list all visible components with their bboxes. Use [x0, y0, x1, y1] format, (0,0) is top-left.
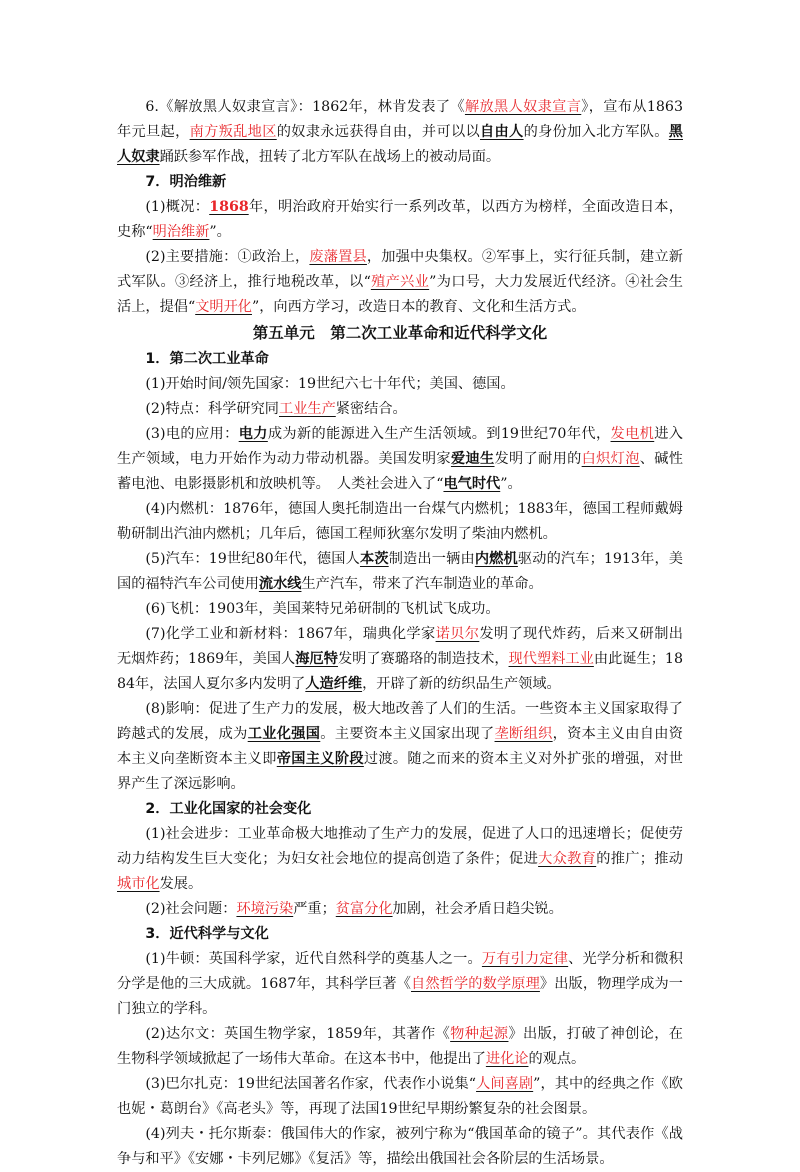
text: 。主要资本主义国家出现了	[320, 726, 495, 742]
keyword: 垄断组织	[494, 726, 553, 742]
keyword: 物种起源	[450, 1026, 509, 1042]
paragraph-meiji-overview	[117, 195, 683, 245]
keyword: 电气时代	[443, 476, 501, 492]
paragraph-start-time: (1)开始时间/领先国家：19世纪六七十年代；美国、德国。	[145, 376, 515, 392]
keyword: 南方叛乱地区	[189, 124, 277, 140]
section-heading-social-changes: 2．工业化国家的社会变化	[145, 801, 312, 817]
text: 严重；	[293, 901, 336, 917]
keyword: 城市化	[117, 876, 160, 892]
text: 的推广；推动	[596, 851, 683, 867]
text: (1)社会进步：工业革命极大地推动了生产力的发展，促进了人口的迅速增长；促使劳动力结构发生巨大变化；为妇女社会地位的提高创造了条件；促进	[117, 826, 683, 867]
keyword: 诺贝尔	[435, 626, 480, 642]
keyword: 本茨	[359, 551, 389, 567]
text: (7)化学工业和新材料：1867年，瑞典化学家	[145, 626, 436, 642]
text: (2)特点：科学研究同	[145, 401, 279, 417]
keyword: 环境污染	[236, 901, 294, 917]
keyword: 海厄特	[295, 651, 338, 667]
text: (5)汽车：19世纪80年代，德国人	[145, 551, 360, 567]
keyword: 文明开化	[195, 299, 252, 315]
keyword: 黑人奴隶	[117, 124, 683, 165]
keyword: 人造纤维	[305, 676, 363, 692]
keyword: 自由人	[480, 124, 524, 140]
unit-title: 第五单元 第二次工业革命和近代科学文化	[252, 324, 548, 342]
keyword: 明治维新	[152, 224, 210, 240]
paragraph-meiji-measures	[117, 245, 683, 320]
paragraph-newton	[117, 947, 683, 1022]
keyword: 1868	[209, 199, 249, 215]
text: 》出版，物理学成为一门独立的学科。	[117, 976, 683, 1017]
keyword: 帝国主义阶段	[276, 751, 364, 767]
keyword: 贫富分化	[335, 901, 393, 917]
keyword: 殖产兴业	[370, 274, 430, 290]
text: (3)巴尔扎克：19世纪法国著名作家，代表作小说集“	[145, 1076, 477, 1092]
text: (1)牛顿：英国科学家，近代自然科学的奠基人之一。	[145, 951, 482, 967]
keyword: 内燃机	[474, 551, 518, 567]
text: 发展。	[159, 876, 203, 892]
section-heading-meiji: 7．明治维新	[145, 174, 227, 190]
text: ”为口号，大力发展近代经济。④社会生活上，提倡“	[117, 274, 683, 315]
text: 发明了赛璐珞的制造技术，	[337, 651, 509, 667]
paragraph-social-problems	[117, 897, 683, 922]
paragraph-social-progress	[117, 822, 683, 897]
text: 的观点。	[528, 1051, 586, 1067]
text: 的奴隶永远获得自由，并可以以	[276, 124, 481, 140]
text: ”。	[209, 224, 231, 240]
keyword: 发电机	[610, 426, 655, 442]
text: 生产汽车，带来了汽车制造业的革命。	[301, 576, 543, 592]
text: 紧密结合。	[335, 401, 407, 417]
paragraph-darwin	[117, 1022, 683, 1072]
keyword: 流水线	[258, 576, 302, 592]
text: 的身份加入北方军队。	[523, 124, 669, 140]
paragraph-tolstoy: (4)列夫・托尔斯泰：俄国伟大的作家，被列宁称为“俄国革命的镜子”。其代表作《战争与和平》《安娜・卡列尼娜》《复活》等，描绘出俄国社会各阶层的生活场景。	[117, 1126, 683, 1167]
text: 加剧，社会矛盾日趋尖锐。	[392, 901, 563, 917]
paragraph-airplane: (6)飞机：1903年，美国莱特兄弟研制的飞机试飞成功。	[145, 601, 500, 617]
text: 过渡。随之而来的资本主义对外扩张的增强，对世界产生了深远影响。	[117, 751, 683, 792]
keyword: 大众教育	[538, 851, 597, 867]
section-heading-second-industrial-revolution: 1．第二次工业革命	[145, 351, 269, 367]
item-number: 6.	[145, 99, 159, 115]
text: ”。	[500, 476, 522, 492]
text: 》，宣布从1863年元旦起，	[117, 99, 683, 140]
text: ”，其中的经典之作《欧也妮・葛朗台》《高老头》等，再现了法国19世纪早期纷繁复杂的社会图景。	[117, 1076, 683, 1117]
keyword: 废藩置县	[309, 249, 367, 265]
keyword: 万有引力定律	[481, 951, 569, 967]
paragraph-electricity	[117, 422, 683, 497]
keyword: 工业化强国	[247, 726, 321, 742]
text: 年，明治政府开始实行一系列改革，以西方为榜样，全面改造日本，史称“	[117, 199, 683, 240]
text: ，资本主义由自由资本主义向垄断资本主义即	[117, 726, 683, 767]
paragraph-chemical-industry	[117, 622, 683, 697]
keyword: 人间喜剧	[476, 1076, 534, 1092]
paragraph-impact	[117, 697, 683, 797]
paragraph-emancipation	[117, 95, 683, 170]
text: 由此诞生；1884年，法国人夏尔多内发明了	[117, 651, 683, 692]
keyword: 工业生产	[279, 401, 336, 417]
text: ”，向西方学习，改造日本的教育、文化和生活方式。	[251, 299, 586, 315]
text: 成为新的能源进入生产生活领域。到19世纪70年代，	[267, 426, 611, 442]
text: 驱动的汽车；1913年，美国的福特汽车公司使用	[117, 551, 683, 592]
paragraph-balzac	[117, 1072, 683, 1122]
text: 发明了现代炸药，后来又研制出无烟炸药；1869年，美国人	[117, 626, 683, 667]
keyword: 自然哲学的数学原理	[411, 976, 540, 992]
text: 踊跃参军作战，扭转了北方军队在战场上的被动局面。	[159, 149, 501, 165]
paragraph-automobile	[117, 547, 683, 597]
text: 、碱性蓄电池、电影摄影机和放映机等。 人类社会进入了“	[117, 451, 683, 492]
text: 、光学分析和微积分学是他的三大成就。1687年，其科学巨著《	[117, 951, 683, 992]
paragraph-features	[117, 397, 683, 422]
keyword: 电力	[238, 426, 268, 442]
keyword: 白炽灯泡	[581, 451, 640, 467]
keyword: 爱迪生	[450, 451, 495, 467]
keyword: 现代塑料工业	[508, 651, 594, 667]
text: ，开辟了新的纺织品生产领域。	[362, 676, 561, 692]
text: 发明了耐用的	[494, 451, 582, 467]
text: (2)达尔文：英国生物学家，1859年，其著作《	[145, 1026, 451, 1042]
text: 进入生产领域，电力开始作为动力带动机器。美国发明家	[117, 426, 683, 467]
keyword: 解放黑人奴隶宣言	[464, 99, 582, 115]
text: 制造出一辆由	[388, 551, 475, 567]
document-page	[117, 95, 683, 1172]
text: (2)主要措施：①政治上，	[145, 249, 310, 265]
text: (1)概况：	[145, 199, 210, 215]
text: 《解放黑人奴隶宣言》：1862年，林肯发表了《	[158, 99, 465, 115]
text: ，加强中央集权。②军事上，实行征兵制，建立新式军队。③经济上，推行地税改革，以“	[117, 249, 683, 290]
text: (3)电的应用：	[145, 426, 239, 442]
text: (2)社会问题：	[145, 901, 237, 917]
section-heading-science-culture: 3．近代科学与文化	[145, 926, 269, 942]
paragraph-internal-combustion: (4)内燃机：1876年，德国人奥托制造出一台煤气内燃机；1883年，德国工程师戴姆勒研制出汽油内燃机；几年后，德国工程师狄塞尔发明了柴油内燃机。	[117, 501, 683, 542]
text: 》出版，打破了神创论，在生物科学领域掀起了一场伟大革命。在这本书中，他提出了	[117, 1026, 683, 1067]
keyword: 进化论	[485, 1051, 529, 1067]
text: (8)影响：促进了生产力的发展，极大地改善了人们的生活。一些资本主义国家取得了跨越式的发展，成为	[117, 701, 683, 742]
